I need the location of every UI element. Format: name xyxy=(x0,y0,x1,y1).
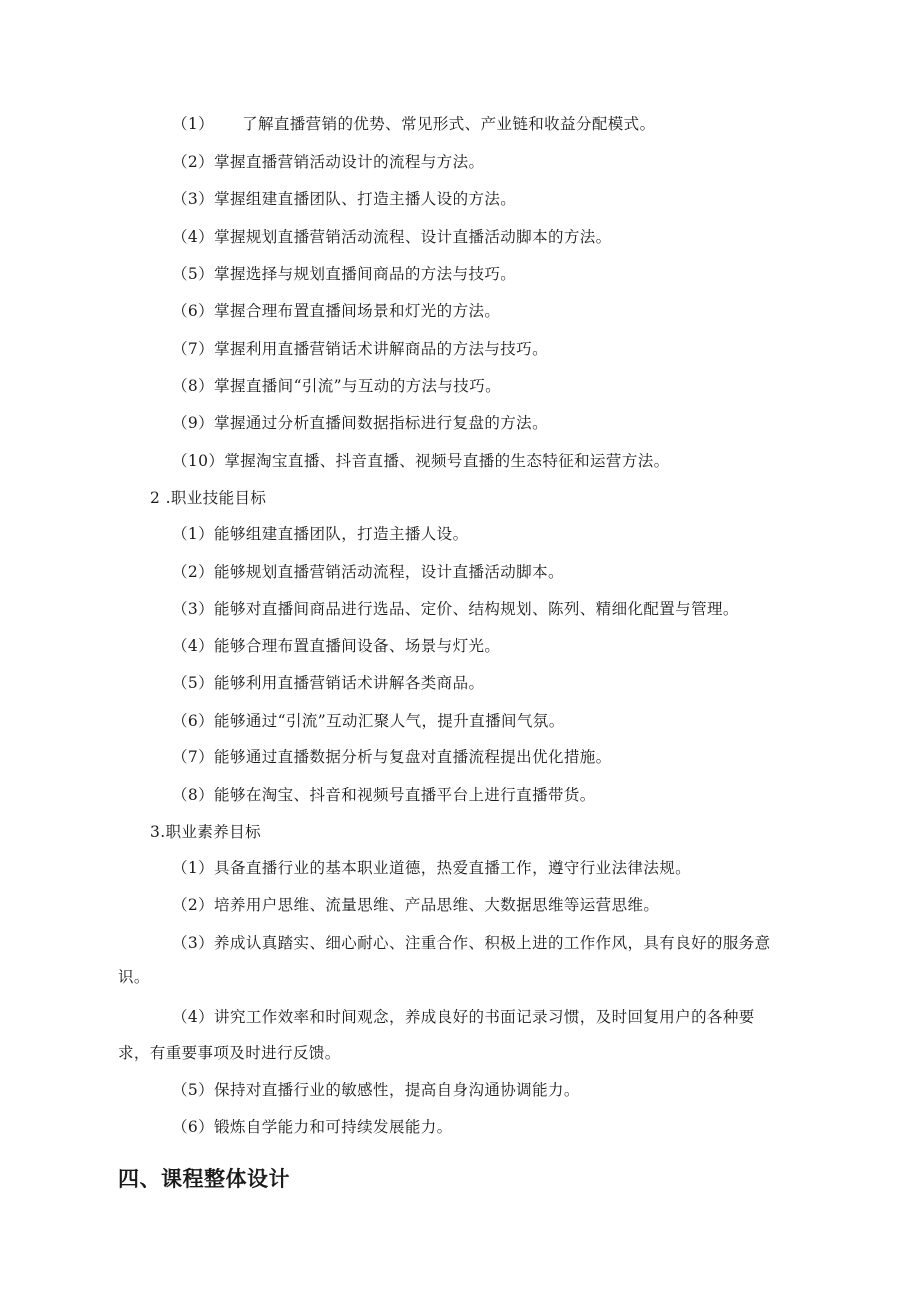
quality-goal-4-line2: 求，有重要事项及时进行反馈。 xyxy=(118,1044,341,1062)
knowledge-goal-2 xyxy=(172,152,484,172)
quality-goal-3-line2: 识。 xyxy=(118,968,150,986)
quality-goal-1: （1）具备直播行业的基本职业道德，热爱直播工作，遵守行业法律法规。 xyxy=(172,859,692,877)
skill-goal-5: （5）能够利用直播营销话术讲解各类商品。 xyxy=(172,674,485,692)
knowledge-goal-5 xyxy=(172,264,516,284)
quality-goal-5: （5）保持对直播行业的敏感性，提高自身沟通协调能力。 xyxy=(172,1081,580,1099)
item-text: 掌握通过分析直播间数据指标进行复盘的方法。 xyxy=(214,414,548,432)
quality-goal-4-line1: （4）讲究工作效率和时间观念，养成良好的书面记录习惯，及时回复用户的各种要 xyxy=(172,1008,755,1026)
skill-goal-6: （6）能够通过“引流”互动汇聚人气，提升直播间气氛。 xyxy=(172,712,565,730)
item-number: （3） xyxy=(172,190,215,208)
item-text: 掌握利用直播营销话术讲解商品的方法与技巧。 xyxy=(214,340,548,358)
item-number: （10） xyxy=(172,452,225,470)
skill-goal-2: （2）能够规划直播营销活动流程，设计直播活动脚本。 xyxy=(172,563,564,581)
item-number: （2） xyxy=(172,153,215,171)
item-text: 掌握合理布置直播间场景和灯光的方法。 xyxy=(214,302,501,320)
quality-goal-2: （2）培养用户思维、流量思维、产品思维、大数据思维等运营思维。 xyxy=(172,896,660,914)
skill-goal-4: （4）能够合理布置直播间设备、场景与灯光。 xyxy=(172,637,501,655)
skill-goals-heading: 2 .职业技能目标 xyxy=(150,489,267,507)
item-number: （6） xyxy=(172,302,215,320)
knowledge-goal-1 xyxy=(172,114,655,134)
knowledge-goal-9 xyxy=(172,413,548,433)
knowledge-goal-10 xyxy=(172,451,670,471)
quality-goal-3-line1: （3）养成认真踏实、细心耐心、注重合作、积极上进的工作作风，具有良好的服务意 xyxy=(172,934,771,952)
item-number: （1） xyxy=(172,115,215,133)
skill-goal-3: （3）能够对直播间商品进行选品、定价、结构规划、陈列、精细化配置与管理。 xyxy=(172,600,739,618)
knowledge-goal-4 xyxy=(172,227,612,247)
item-text: 掌握直播营销活动设计的流程与方法。 xyxy=(214,153,485,171)
item-text: 掌握规划直播营销活动流程、设计直播活动脚本的方法。 xyxy=(214,228,612,246)
item-text: 了解直播营销的优势、常见形式、产业链和收益分配模式。 xyxy=(242,115,656,133)
knowledge-goal-6 xyxy=(172,301,500,321)
item-text: 掌握直播间“引流”与互动的方法与技巧。 xyxy=(214,377,502,395)
skill-goal-1: （1）能够组建直播团队，打造主播人设。 xyxy=(172,525,469,543)
skill-goal-7: （7）能够通过直播数据分析与复盘对直播流程提出优化措施。 xyxy=(172,748,612,766)
item-number: （7） xyxy=(172,340,215,358)
item-number: （4） xyxy=(172,228,215,246)
section-heading: 四、课程整体设计 xyxy=(118,1167,290,1191)
item-number: （8） xyxy=(172,377,215,395)
skill-goal-8: （8）能够在淘宝、抖音和视频号直播平台上进行直播带货。 xyxy=(172,786,596,804)
knowledge-goal-3 xyxy=(172,189,516,209)
item-number: （5） xyxy=(172,265,215,283)
item-text: 掌握淘宝直播、抖音直播、视频号直播的生态特征和运营方法。 xyxy=(224,452,670,470)
knowledge-goal-8 xyxy=(172,376,501,396)
knowledge-goal-7 xyxy=(172,339,548,359)
item-number: （9） xyxy=(172,414,215,432)
item-text: 掌握组建直播团队、打造主播人设的方法。 xyxy=(214,190,517,208)
item-text: 掌握选择与规划直播间商品的方法与技巧。 xyxy=(214,265,517,283)
quality-goals-heading: 3.职业素养目标 xyxy=(150,823,261,841)
quality-goal-6: （6）锻炼自学能力和可持续发展能力。 xyxy=(172,1118,453,1136)
